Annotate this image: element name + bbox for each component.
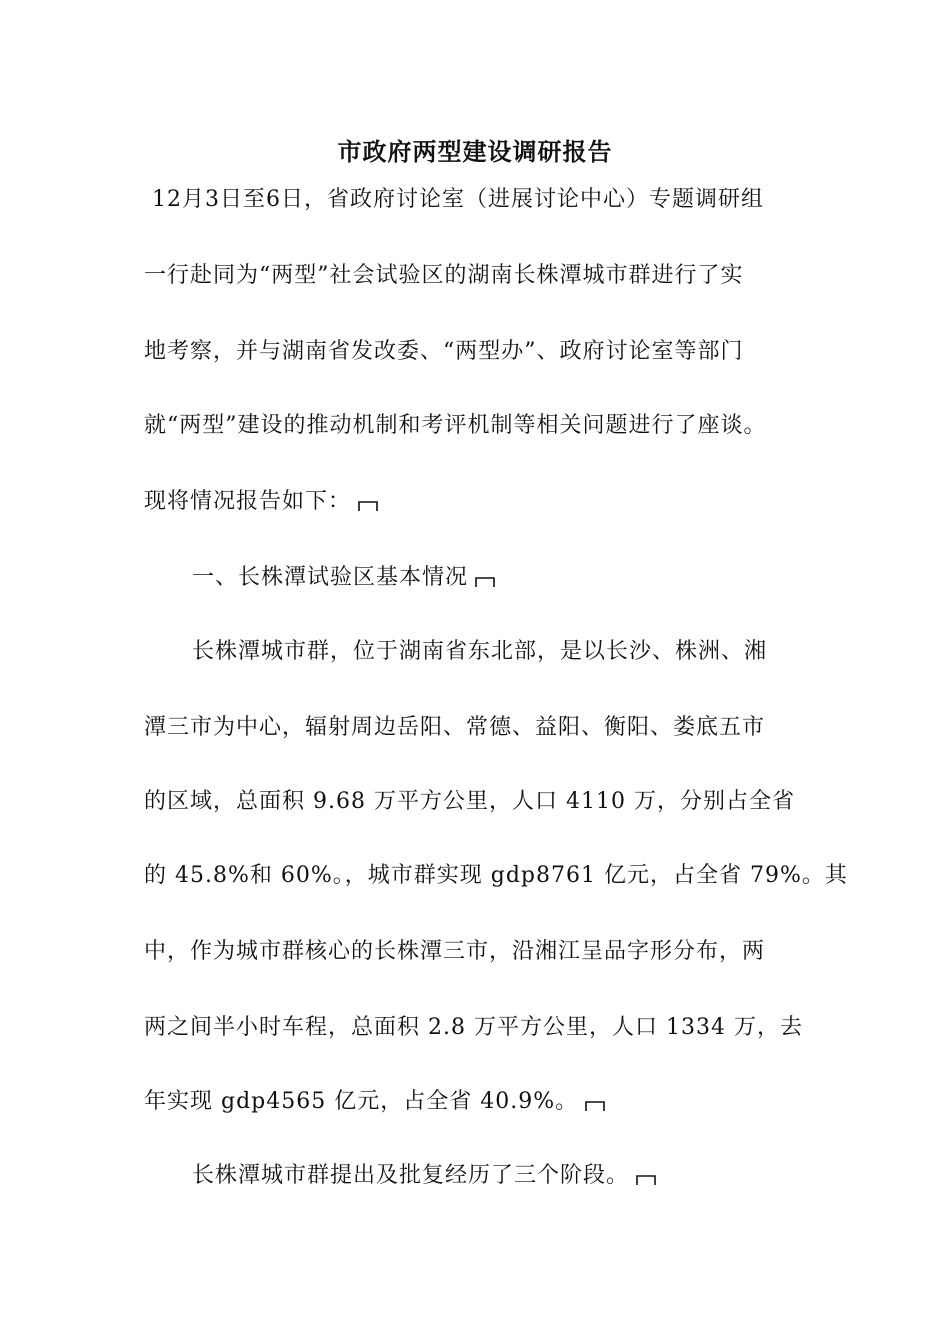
paragraph-mark-icon (635, 1174, 657, 1186)
section-heading: 一、长株潭试验区基本情况 (192, 560, 872, 596)
paragraph-mark-icon (584, 1100, 606, 1112)
text-line: 长株潭城市群，位于湖南省东北部，是以长沙、株洲、湘 (192, 639, 768, 664)
paragraph-mark-icon (474, 576, 496, 588)
text-line: 年实现 gdp4565 亿元，占全省 40.9%。 (144, 1084, 824, 1120)
text-line: 潭三市为中心，辐射周边岳阳、常德、益阳、衡阳、娄底五市 (144, 715, 766, 740)
text-line: 的区域，总面积 9.68 万平方公里，人口 4110 万，分别占全省 (144, 789, 795, 814)
text-line: 就“两型”建设的推动机制和考评机制等相关问题进行了座谈。 (144, 413, 767, 438)
text-line: 长株潭城市群提出及批复经历了三个阶段。 (192, 1158, 872, 1194)
text-line: 的 45.8%和 60%。，城市群实现 gdp8761 亿元，占全省 79%。其 (144, 863, 848, 888)
page-title: 市政府两型建设调研报告 (337, 137, 613, 166)
text-line: 一行赴同为“两型”社会试验区的湖南长株潭城市群进行了实 (144, 263, 744, 288)
text-line: 现将情况报告如下： (144, 484, 824, 520)
paragraph-mark-icon (357, 500, 379, 512)
text-line: 地考察，并与湖南省发改委、“两型办”、政府讨论室等部门 (144, 339, 744, 364)
text-line: 两之间半小时车程，总面积 2.8 万平方公里，人口 1334 万，去 (144, 1015, 803, 1040)
text-line: 中，作为城市群核心的长株潭三市，沿湘江呈品字形分布，两 (144, 939, 766, 964)
text-line: 12月3日至6日，省政府讨论室（进展讨论中心）专题调研组 (152, 187, 764, 212)
